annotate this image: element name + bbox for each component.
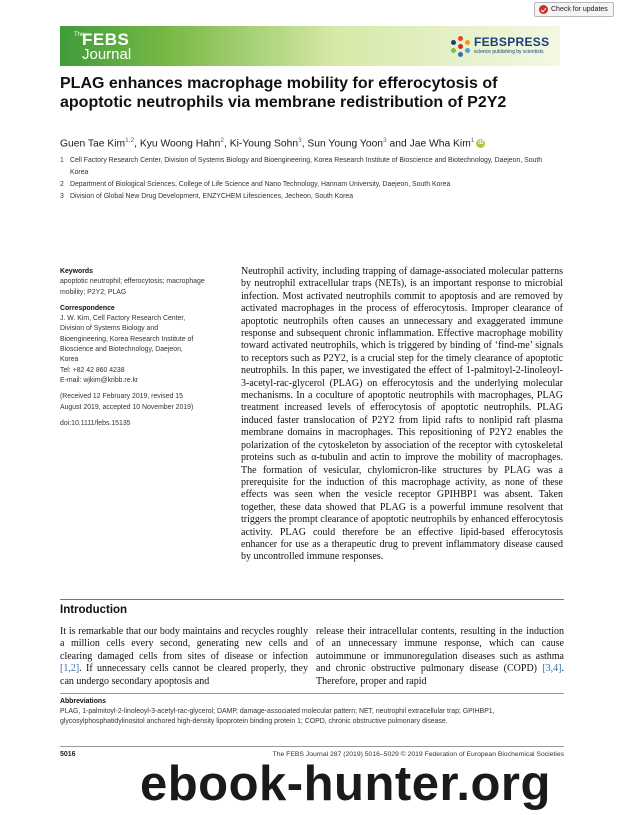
citation-link[interactable]: [3,4] [542, 663, 562, 675]
footer-citation: The FEBS Journal 287 (2019) 5016–5029 © 2019 Federation of European Biochemical Societies [272, 751, 564, 758]
author-affiliation-sup[interactable]: 3 [298, 137, 302, 144]
correspondence-line: Bioscience and Biotechnology, Daejeon, [60, 346, 183, 354]
febs-press-tagline: science publishing by scientists [474, 49, 544, 55]
introduction-column-1 [60, 626, 308, 688]
correspondence-heading: Correspondence [60, 304, 115, 312]
author-name[interactable]: Kyu Woong Hahn [139, 138, 221, 150]
author-affiliation-sup[interactable]: 2 [220, 137, 224, 144]
affiliation-text: Department of Biological Sciences, College of Life Science and Nano Technology, Hannam University, Daejeon, South Korea [70, 181, 451, 188]
abstract-divider [60, 599, 564, 600]
correspondence-email[interactable]: E-mail: wjkim@kribb.re.kr [60, 376, 139, 384]
affiliation-number: 1 [60, 157, 64, 164]
author-separator: , [301, 138, 308, 150]
intro-text: release their intracellular contents, resulting in the induction of an unnecessary immune response, which can cause autoimmune or immunoregulation diseases such as asthma and chronic obstructive pulmonary disease (COPD) [316, 626, 564, 675]
check-for-updates-button[interactable] [534, 2, 614, 17]
page-number: 5016 [60, 751, 76, 758]
logo-journal: Journal [82, 46, 132, 63]
affiliation-text: Division of Global New Drug Development, ENZYCHEM Lifesciences, Jecheon, South Korea [70, 193, 354, 200]
affiliation-number: 3 [60, 193, 64, 200]
doi-block [60, 419, 230, 429]
affiliation-list [60, 155, 560, 203]
doi-link[interactable]: doi:10.1111/febs.15135 [60, 419, 131, 427]
history-line: August 2019, accepted 10 November 2019) [60, 403, 194, 411]
orcid-icon[interactable]: iD [478, 140, 484, 147]
logo-febs: FEBS [82, 30, 130, 49]
article-title: PLAG enhances macrophage mobility for efferocytosis of apoptotic neutrophils via membrane redistribution of P2Y2 [60, 75, 507, 111]
keywords-heading: Keywords [60, 268, 93, 275]
logo-the: The [74, 32, 85, 38]
affiliation-number: 2 [60, 181, 64, 188]
author-name[interactable]: Guen Tae Kim [60, 138, 126, 150]
author-affiliation-sup[interactable]: 3 [383, 137, 387, 144]
intro-text: . If unnecessary cells cannot be cleared properly, they can undergo secondary apoptosis and [60, 663, 308, 687]
intro-text: It is remarkable that our body maintains and recycles roughly a million cells every second, generating new cells and clearing damaged cells from sites of disease or infection [60, 626, 308, 662]
correspondence-line: J. W. Kim, Cell Factory Research Center, [60, 315, 186, 323]
abbreviations-heading: Abbreviations [60, 698, 106, 705]
keywords-block [60, 267, 230, 298]
introduction-paragraph [60, 626, 308, 688]
author-name[interactable]: Sun Young Yoon [307, 138, 384, 150]
watermark-text: ebook-hunter.org [140, 757, 551, 811]
abstract [241, 266, 563, 564]
author-affiliation-sup[interactable]: 1 [470, 137, 475, 144]
author-list [60, 134, 560, 151]
footer-divider [60, 746, 564, 747]
febs-press-name: FEBSPRESS [474, 35, 550, 49]
affiliation-item [60, 155, 560, 179]
affiliation-text: Cell Factory Research Center, Division of Systems Biology and Bioengineering, Korea Research Institute of Bioscience and Biotechnology, Daejeon, South Korea [70, 157, 543, 176]
introduction-paragraph [316, 626, 564, 688]
correspondence-line: Division of Systems Biology and [60, 325, 159, 333]
check-updates-icon [539, 5, 548, 14]
correspondence-line: Korea [60, 356, 79, 364]
correspondence-phone: Tel: +82 42 860 4238 [60, 366, 125, 374]
affiliation-item [60, 191, 560, 203]
history-line: (Received 12 February 2019, revised 15 [60, 393, 183, 401]
intro-text: . Therefore, proper and rapid [316, 663, 564, 687]
citation-link[interactable]: [1,2] [60, 663, 80, 675]
author-separator: , [224, 138, 230, 150]
author-affiliation-sup[interactable]: 1,2 [125, 137, 135, 144]
febs-press-dots-icon [450, 36, 472, 58]
abbreviations-block [60, 697, 564, 727]
abstract-text: Neutrophil activity, including trapping of damage-associated molecular patterns by neutrophil extracellular traps (NETs), is an important response to microbial infection. Most activated neutrophils commit to apoptosis and are removed by activated macrophages in the process of efferocytosis. Improper clearance of apoptotic neutrophils often causes an unnecessary and exaggerated immune response and subsequent chronic inflammation. Effective macrophage mobility toward activated neutrophils, which is triggered by binding of ‘find-me’ signals to receptors such as P2Y2, is a crucial step for the timely clearance of apoptotic neutrophils. In this paper, we investigated the effect of 1-palmitoyl-2-linoleoyl-3-acetyl-rac-glycerol (PLAG) on efferocytosis and the underlying molecular mechanisms. In a coculture of apoptotic neutrophils with macrophages, PLAG treatment increased levels of efferocytosis of apoptotic neutrophils. PLAG induced faster translocation of P2Y2 from lipid rafts to nonlipid raft plasma membrane domains in macrophages. This repositioning of P2Y2 enables the polarization of the cytoskeleton by association of the receptor with cytoskeletal proteins such as α-tubulin and actin to improve the mobility of macrophages. The formation of vesicular, chylomicron-like structures by PLAG was a prerequisite for the induction of this macrophage activity, as none of these effects was seen when the vesicle receptor GPIHBP1 was absent. Taken together, these data showed that PLAG is a powerful immune resolvent that triggers the prompt clearance of apoptotic neutrophils by enhanced efferocytosis activity. PLAG could therefore be an effective lipid-based efferocytosis enhancer for use as a therapeutic drug to prevent inflammatory disease caused by uncontrolled immune responses. [241, 266, 563, 563]
history-block [60, 392, 230, 413]
correspondence-line: Bioengineering, Korea Research Institute of [60, 335, 194, 343]
author-name[interactable]: Jae Wha Kim [409, 138, 471, 150]
article-info-sidebar [60, 267, 230, 435]
correspondence-block [60, 304, 230, 386]
abbreviations-text: PLAG, 1-palmitoyl-2-linoleoyl-3-acetyl-rac-glycerol; DAMP, damage-associated molecular pattern; NET, neutrophil extracellular trap; GPIHBP1, glycosylphosphatidylinositol anchored high-density lipoprotein binding protein 1; COPD, chronic obstructive pulmonary disease. [60, 708, 495, 725]
author-separator: and [386, 138, 410, 150]
introduction-column-2 [316, 626, 564, 688]
author-separator: , [134, 138, 140, 150]
affiliation-item [60, 179, 560, 191]
keywords-text: apoptotic neutrophil; efferocytosis; macrophage mobility; P2Y2; PLAG [60, 278, 205, 296]
introduction-heading: Introduction [60, 604, 128, 616]
author-name[interactable]: Ki-Young Sohn [229, 138, 299, 150]
abbreviations-divider [60, 693, 564, 694]
check-for-updates-label: Check for updates [551, 6, 608, 13]
